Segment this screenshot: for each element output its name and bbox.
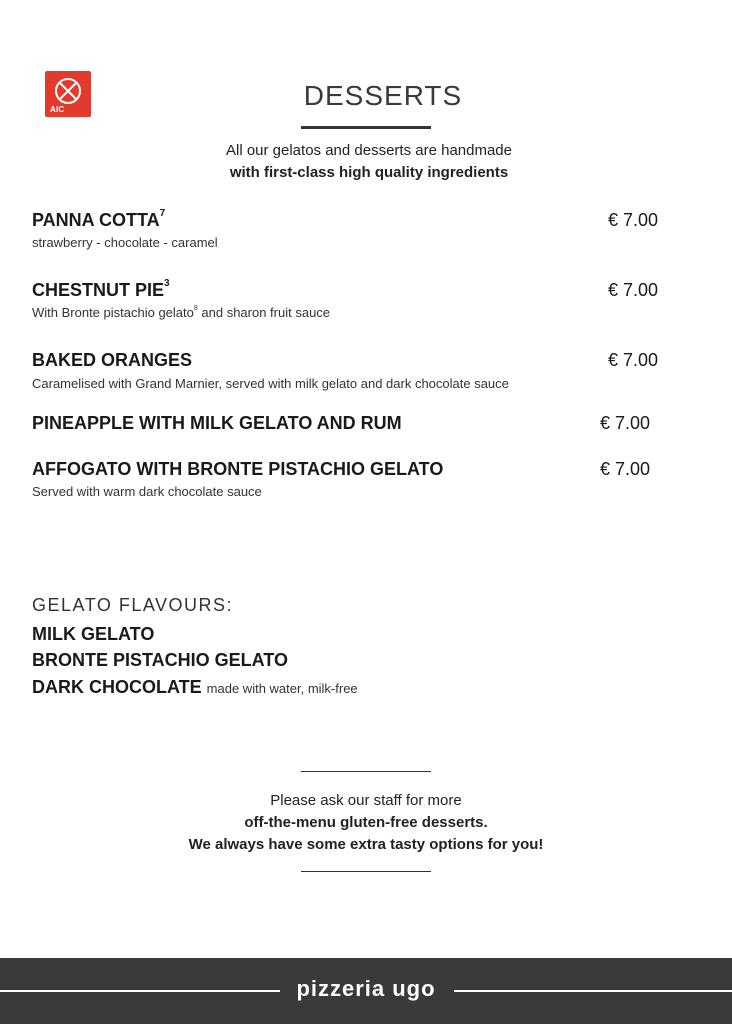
item-price: € 7.00: [608, 210, 659, 230]
staff-note-line-2: off-the-menu gluten-free desserts.: [244, 814, 488, 831]
item-description: strawberry - chocolate - caramel: [32, 235, 218, 250]
item-name: PANNA COTTA$^7$: [32, 208, 166, 230]
intro-line-1: All our gelatos and desserts are handmade: [225, 142, 512, 159]
brand-name: pizzeria ugo: [0, 976, 732, 1002]
item-name: PINEAPPLE WITH MILK GELATO AND RUM: [32, 413, 402, 433]
divider: [301, 871, 431, 872]
item-description: Caramelised with Grand Marnier, served with milk gelato and dark chocolate sauce: [32, 376, 509, 391]
intro-line-2: with first-class high quality ingredients: [229, 164, 509, 181]
item-price: € 7.00: [608, 280, 659, 300]
flavour-item: DARK CHOCOLATE made with water, milk-free: [32, 677, 358, 697]
flavour-note: made with water, milk-free: [206, 681, 358, 696]
item-price: € 7.00: [600, 459, 651, 479]
flavour-item: MILK GELATO: [32, 624, 155, 644]
footer-bar: [0, 958, 732, 1024]
divider: [301, 771, 431, 772]
item-price: € 7.00: [600, 413, 651, 433]
page-title: DESSERTS: [303, 80, 463, 111]
staff-note-line-1: Please ask our staff for more: [270, 792, 462, 809]
item-description: With Bronte pistachio gelato$^8$ and sharon fruit sauce: [32, 305, 331, 320]
item-name: CHESTNUT PIE$^3$: [32, 278, 170, 300]
logo-label: AIC: [50, 105, 65, 114]
gelato-heading: GELATO FLAVOURS:: [32, 595, 234, 615]
item-name: AFFOGATO WITH BRONTE PISTACHIO GELATO: [32, 459, 444, 479]
staff-note: [0, 790, 732, 856]
intro-text: [0, 140, 732, 184]
item-price: € 7.00: [608, 350, 659, 370]
flavour-item: BRONTE PISTACHIO GELATO: [32, 650, 289, 670]
item-name: BAKED ORANGES: [32, 350, 193, 370]
staff-note-line-3: We always have some extra tasty options for you!: [188, 836, 544, 853]
title-underline: [301, 126, 431, 129]
item-description: Served with warm dark chocolate sauce: [32, 484, 262, 499]
